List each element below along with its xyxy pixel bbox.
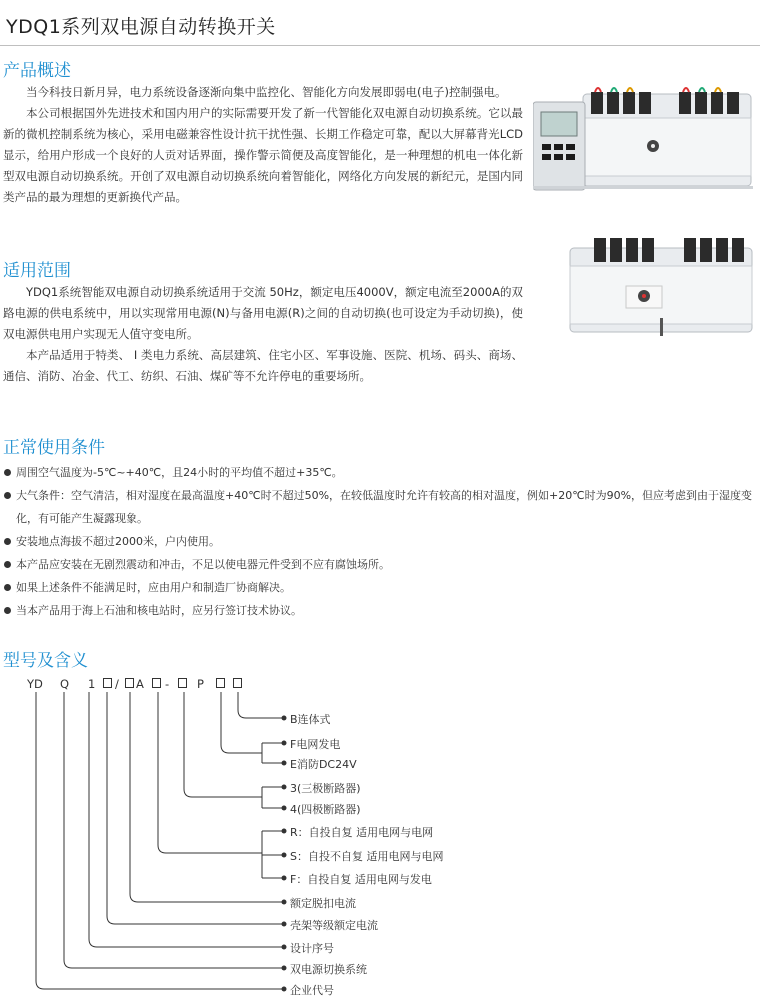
code-a: A <box>136 677 144 691</box>
code-slash: / <box>115 677 119 691</box>
conditions-heading: 正常使用条件 <box>3 438 105 458</box>
overview-paragraph-2: 本公司根据国外先进技术和国内用户的实际需要开发了新一代智能化双电源自动切换系统。它以最新的微机控制系统为核心，采用电磁兼容性设计抗干扰性强、长期工作稳定可靠，配以大屏幕背光LCD显示，给用户形成一个良好的人贡对话界面，操作警示简便及高度智能化，是一种理想的机电一体化新型双电源自动切换系统。开创了双电源自动切换系统向着智能化，网络化方向发展的新纪元，是国内同类产品的最为理想的更新换代产品。 <box>3 106 523 204</box>
list-item: 当本产品用于海上石油和核电站时，应另行签订技术协议。 <box>4 599 756 622</box>
meaning-b: B连体式 <box>290 713 331 726</box>
code-p: P <box>197 677 204 691</box>
meaning-frame-current: 壳架等级额定电流 <box>290 919 378 932</box>
list-item: 本产品应安装在无剧烈震动和冲击，不足以使电器元件受到不应有腐蚀场所。 <box>4 553 756 576</box>
list-item: 周围空气温度为-5℃~+40℃，且24小时的平均值不超过+35℃。 <box>4 461 756 484</box>
meaning-r-mode: R：自投自复 适用电网与电网 <box>290 826 434 839</box>
meaning-f-mode: F：自投自复 适用电网与发电 <box>290 873 432 886</box>
code-yd: YD <box>27 677 43 691</box>
scope-paragraph-2: 本产品适用于特类、 I 类电力系统、高层建筑、住宅小区、军事设施、医院、机场、码头、商场、通信、消防、冶金、代工、纺织、石油、煤矿等不允许停电的重要场所。 <box>3 348 523 383</box>
list-item: 如果上述条件不能满足时，应由用户和制造厂协商解决。 <box>4 576 756 599</box>
list-item: 大气条件：空气清洁，相对湿度在最高温度+40℃时不超过50%，在较低温度时允许有较高的相对温度，例如+20℃时为90%，但应考虑到由于湿度变化，有可能产生凝露现象。 <box>4 484 756 530</box>
meaning-four-pole: 4(四极断路器) <box>290 803 361 816</box>
page-title: YDQ1系列双电源自动转换开关 <box>6 16 276 38</box>
scope-heading: 适用范围 <box>3 261 71 281</box>
meaning-design-seq: 设计序号 <box>290 942 334 955</box>
meaning-s-mode: S：自投不自复 适用电网与电网 <box>290 850 444 863</box>
meaning-e-fire: E消防DC24V <box>290 758 357 771</box>
meaning-company-code: 企业代号 <box>290 984 334 997</box>
overview-paragraph-1: 当今科技日新月异，电力系统设备逐渐向集中监控化、智能化方向发展即弱电(电子)控制强电。 <box>26 85 507 99</box>
list-item: 安装地点海拔不超过2000米，户内使用。 <box>4 530 756 553</box>
scope-paragraph-1: YDQ1系统智能双电源自动切换系统适用于交流 50Hz，额定电压4000V，额定电流至2000A的双路电源的供电系统中，用以实现常用电源(N)与备用电源(R)之间的自动切换(也可设定为手动切换)，使双电源供电用户实现无人值守变电所。 <box>3 285 523 341</box>
meaning-three-pole: 3(三极断路器) <box>290 782 361 795</box>
code-1: 1 <box>88 677 96 691</box>
meaning-product-name: 双电源切换系统 <box>290 963 367 976</box>
code-dash-1: - <box>165 677 170 691</box>
code-q: Q <box>60 677 70 691</box>
overview-heading: 产品概述 <box>3 61 71 81</box>
model-heading: 型号及含义 <box>3 651 88 671</box>
meaning-trip-current: 额定脱扣电流 <box>290 897 356 910</box>
meaning-f-grid-gen: F电网发电 <box>290 738 341 751</box>
